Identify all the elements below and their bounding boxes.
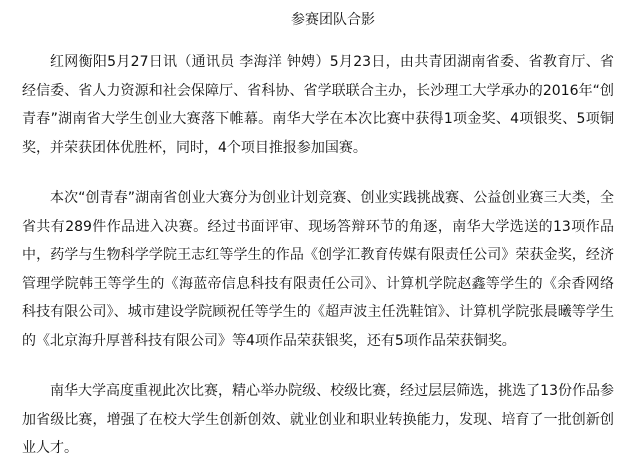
paragraph-spacer xyxy=(22,162,614,184)
paragraph-spacer xyxy=(22,355,614,377)
news-article xyxy=(22,10,614,463)
photo-caption: 参赛团队合影 xyxy=(291,12,375,28)
paragraph-conclusion: 南华大学高度重视此次比赛，精心举办院级、校级比赛，经过层层筛选，挑选了13份作品参加省级比赛，增强了在校大学生创新创效、就业创业和职业转换能力，发现、培育了一批创新创业人才。 xyxy=(22,383,614,456)
paragraph-competition-details: 本次“创青春”湖南省创业大赛分为创业计划竞赛、创业实践挑战赛、公益创业赛三大类，全省共有289件作品进入决赛。经过书面评审、现场答辩环节的角逐，南华大学选送的13项作品中，药学与生物科学学院王志红等学生的作品《创学汇教育传媒有限责任公司》荣获金奖，经济管理学院韩王等学生的《海蓝帝信息科技有限责任公司》、计算机学院赵鑫等学生的《余香网络科技有限公司》、城市建设学院顾祝任等学生的《超声波主任洗鞋馆》、计算机学院张晨曦等学生的《北京海升厚普科技有限公司》等4项作品荣获银奖，还有5项作品荣获铜奖。 xyxy=(22,190,614,349)
paragraph-intro: 红网衡阳5月27日讯（通讯员 李海洋 钟娉）5月23日，由共青团湖南省委、省教育厅、省经信委、省人力资源和社会保障厅、省科协、省学联联合主办，长沙理工大学承办的2016年“创青春”湖南省大学生创业大赛落下帷幕。南华大学在本次比赛中获得1项金奖、4项银奖、5项铜奖，并荣获团体优胜杯，同时，4个项目推报参加国赛。 xyxy=(22,54,614,156)
